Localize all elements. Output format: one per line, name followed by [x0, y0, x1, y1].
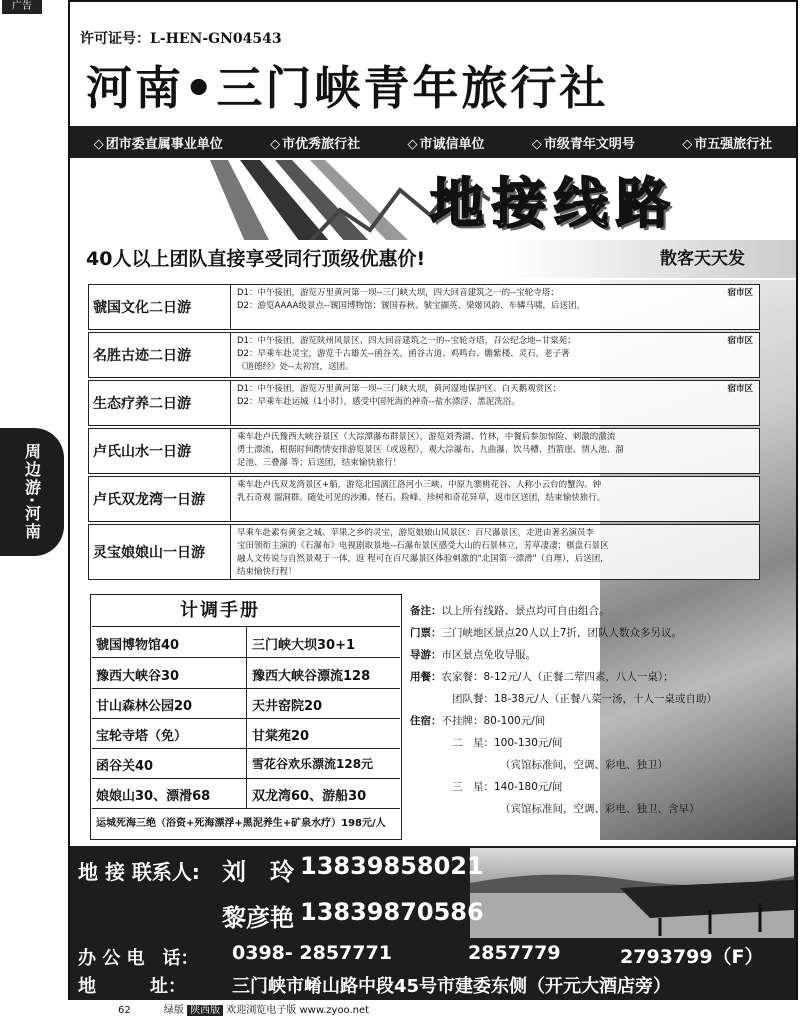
note-line — [410, 798, 795, 820]
route-row — [88, 476, 760, 522]
price-item: 天井窑院20 — [252, 699, 323, 714]
route-name: 名胜古迹二日游 — [89, 333, 231, 377]
route-line: D1：中午接团，游览陕州风景区、四大回音建筑之一的--宝轮寺塔，召公纪念地--甘棠苑； — [237, 336, 576, 346]
note-line — [410, 732, 795, 754]
route-name: 虢国文化二日游 — [89, 285, 231, 329]
decorative-rays — [70, 160, 490, 242]
route-desc — [231, 525, 759, 579]
route-name: 卢氏山水一日游 — [89, 429, 231, 473]
route-name: 灵宝娘娘山一日游 — [89, 525, 231, 579]
edition-label: 绿版 — [163, 1005, 184, 1016]
route-stay: 宿市区 — [727, 336, 753, 346]
contact-label: 地 接 联系人: — [78, 860, 200, 884]
combo-price: 运城死海三绝（浴资+死海漂浮+黑泥养生+矿泉水疗）198元/人 — [96, 818, 386, 829]
note-line — [410, 644, 795, 666]
price-item: 三门峡大坝30+1 — [252, 638, 356, 653]
price-item: 娘娘山30、漂滑68 — [96, 789, 211, 804]
note-line — [410, 710, 795, 732]
side-tab: 周边游·河南 — [0, 428, 64, 556]
note-text: 以上所有线路、景点均可自由组合。 — [441, 605, 610, 617]
note-label: 备注： — [410, 605, 442, 617]
honor-item: ◇ 市五强旅行社 — [682, 133, 772, 152]
route-banner: 地接线路 — [430, 171, 678, 235]
note-line — [410, 688, 795, 710]
office-phone[interactable]: 2857779 — [468, 942, 561, 964]
note-label: 门票： — [410, 627, 442, 639]
route-line: 足池、三叠瀑 等；后送团，结束愉快旅行！ — [237, 458, 402, 468]
route-row — [88, 380, 760, 426]
route-name: 卢氏双龙湾一日游 — [89, 477, 231, 521]
note-text: 团队餐：18-38元/人（正餐八菜一汤，十人一桌或自助） — [452, 693, 718, 705]
route-row — [88, 428, 760, 474]
honor-item: ◇ 市优秀旅行社 — [270, 133, 360, 152]
note-line — [410, 776, 795, 798]
note-label: 住宿： — [410, 715, 442, 727]
note-text: 不挂牌：80-100元/间 — [441, 715, 546, 727]
routes-table — [88, 284, 760, 582]
divider — [92, 808, 400, 809]
price-item: 雪花谷欢乐漂流128元 — [252, 757, 374, 771]
route-desc — [231, 285, 759, 329]
route-line: 宝田领衔主演的《石瀑布》电视剧取景地--石瀑布景区感受大山的石景林立，芳草凄凄；棋盘石景区 — [237, 541, 609, 551]
route-stay: 宿市区 — [727, 384, 753, 394]
honor-bar — [70, 126, 796, 158]
route-line: D1：中午接团，游览万里黄河第一坝--三门峡大坝，黄河湿地保护区、白天鹅观赏区； — [237, 384, 562, 394]
price-item: 甘棠苑20 — [252, 729, 310, 744]
route-desc — [231, 477, 759, 521]
fax-number[interactable]: 2793799（F） — [620, 946, 764, 968]
note-line — [410, 600, 795, 622]
divider — [246, 626, 247, 808]
route-line: D2：游览AAAA级景点--虢国博物馆：虢国春秋、虢宝撷英、梁姬风韵、车辚马啸，后送团。 — [237, 301, 586, 311]
daily-departure-text: 散客天天发 — [660, 249, 745, 269]
website-text[interactable]: 欢迎浏览电子版 www.zyoo.net — [226, 1005, 370, 1016]
license-number: 许可证号：L-HEN-GN04543 — [80, 31, 282, 47]
price-item: 甘山森林公园20 — [96, 699, 193, 714]
route-line: D2：早乘车赴运城（1小时），感受中国死海的神奇--盐水漂浮、黑泥洗浴。 — [237, 397, 520, 407]
note-text: 三 星：140-180元/间 — [452, 781, 563, 793]
note-text: （宾馆标准间，空调、彩电、独卫） — [500, 759, 668, 771]
note-line — [410, 622, 795, 644]
route-stay: 宿市区 — [727, 288, 753, 298]
route-line: 勇士漂流，根据时间酌情安排游览景区（或返程），观大淙瀑布、九曲瀑、饮马槽、挡箭崖、情人池、溜 — [237, 445, 624, 455]
route-row — [88, 332, 760, 378]
note-line — [410, 754, 795, 776]
note-text: 农家餐：8-12元/人（正餐二荤四素，八人一桌）； — [441, 671, 674, 683]
note-text: 市区景点免收导服。 — [441, 649, 536, 661]
honor-item: ◇ 市诚信单位 — [407, 133, 484, 152]
note-text: 二 星：100-130元/间 — [452, 737, 563, 749]
price-item: 双龙湾60、游船30 — [252, 789, 367, 804]
honor-item: ◇ 团市委直属事业单位 — [94, 133, 223, 152]
office-phone[interactable]: 0398- 2857771 — [232, 942, 392, 964]
price-item: 虢国博物馆40 — [96, 638, 180, 653]
ad-tag: 广告 — [2, 0, 42, 14]
route-desc — [231, 381, 759, 425]
page-footer — [118, 1001, 369, 1016]
price-item: 宝轮寺塔（免） — [96, 729, 188, 744]
route-line: 《道德经》处--太初宫，送团。 — [237, 362, 354, 372]
region-badge: 陕西版 — [187, 1005, 223, 1016]
price-item: 函谷关40 — [96, 759, 154, 774]
route-line: 结束愉快行程！ — [237, 567, 297, 577]
contact-phone-2[interactable]: 13839870586 — [300, 898, 484, 926]
route-line: 融人文传说与自然景观于一体，返 程可在百尺瀑景区体验刺激的"北国第一漂滑"（自理），后送团， — [237, 554, 609, 564]
pricing-title: 计调手册 — [180, 600, 260, 621]
route-line: 乘车赴卢氏双龙湾景区+船，游览北国漓江洛河小三峡、中原九寨桃花谷、人称小云台的蟹沟、钟 — [237, 480, 602, 490]
contact-phone-1[interactable]: 13839858021 — [300, 852, 484, 880]
agency-title: 河南•三门峡青年旅行社 — [86, 61, 609, 115]
office-phone-label: 办 公 电 话： — [78, 948, 199, 969]
contact-person-2: 黎彦艳 — [222, 904, 294, 932]
honor-item: ◇ 市级青年文明号 — [532, 133, 635, 152]
note-text: （宾馆标准间，空调、彩电、独卫、含早） — [500, 803, 700, 815]
price-item: 豫西大峡谷漂流128 — [252, 669, 371, 684]
route-line: 早乘车赴素有黄金之城、苹果之乡的灵宝，游览娘娘山风景区：百尺瀑景区，走进由著名演员李 — [237, 528, 595, 538]
route-line: 乳石奇观 溜洞群。随处可见的沙滩、怪石、险峰、珍树和奇花异草，返市区送团，结束愉快旅行。 — [237, 493, 606, 503]
page-number: 62 — [118, 1005, 131, 1016]
note-label: 用餐： — [410, 671, 442, 683]
price-item: 豫西大峡谷30 — [96, 669, 180, 684]
route-row — [88, 524, 760, 580]
promo-text: 40人以上团队直接享受同行顶级优惠价! — [86, 248, 426, 270]
route-line: 乘车赴卢氏豫西大峡谷景区（大淙潭瀑布群景区），游览刘秀湖、竹林，中餐后参加惊险、刺激的激流 — [237, 432, 616, 442]
route-row — [88, 284, 760, 330]
route-desc — [231, 333, 759, 377]
contact-person-1: 刘 玲 — [222, 858, 294, 886]
address-label: 地 址： — [78, 976, 186, 997]
route-line: D1：中午接团，游览万里黄河第一坝--三门峡大坝，四大回音建筑之一的--宝轮寺塔； — [237, 288, 559, 298]
route-name: 生态疗养二日游 — [89, 381, 231, 425]
note-text: 三门峡地区景点20人以上7折，团队人数众多另议。 — [441, 627, 683, 639]
address-text: 三门峡市崤山路中段45号市建委东侧（开元大酒店旁） — [232, 976, 672, 997]
notes-panel — [410, 600, 795, 820]
route-line: D2：早乘车赴灵宝，游览千古雄关--函谷关，函谷古道、鸡鸣台、瞻紫楼、灵石，老子著 — [237, 349, 570, 359]
note-line — [410, 666, 795, 688]
route-desc — [231, 429, 759, 473]
lake-pier-image — [470, 848, 794, 938]
note-label: 导游： — [410, 649, 442, 661]
